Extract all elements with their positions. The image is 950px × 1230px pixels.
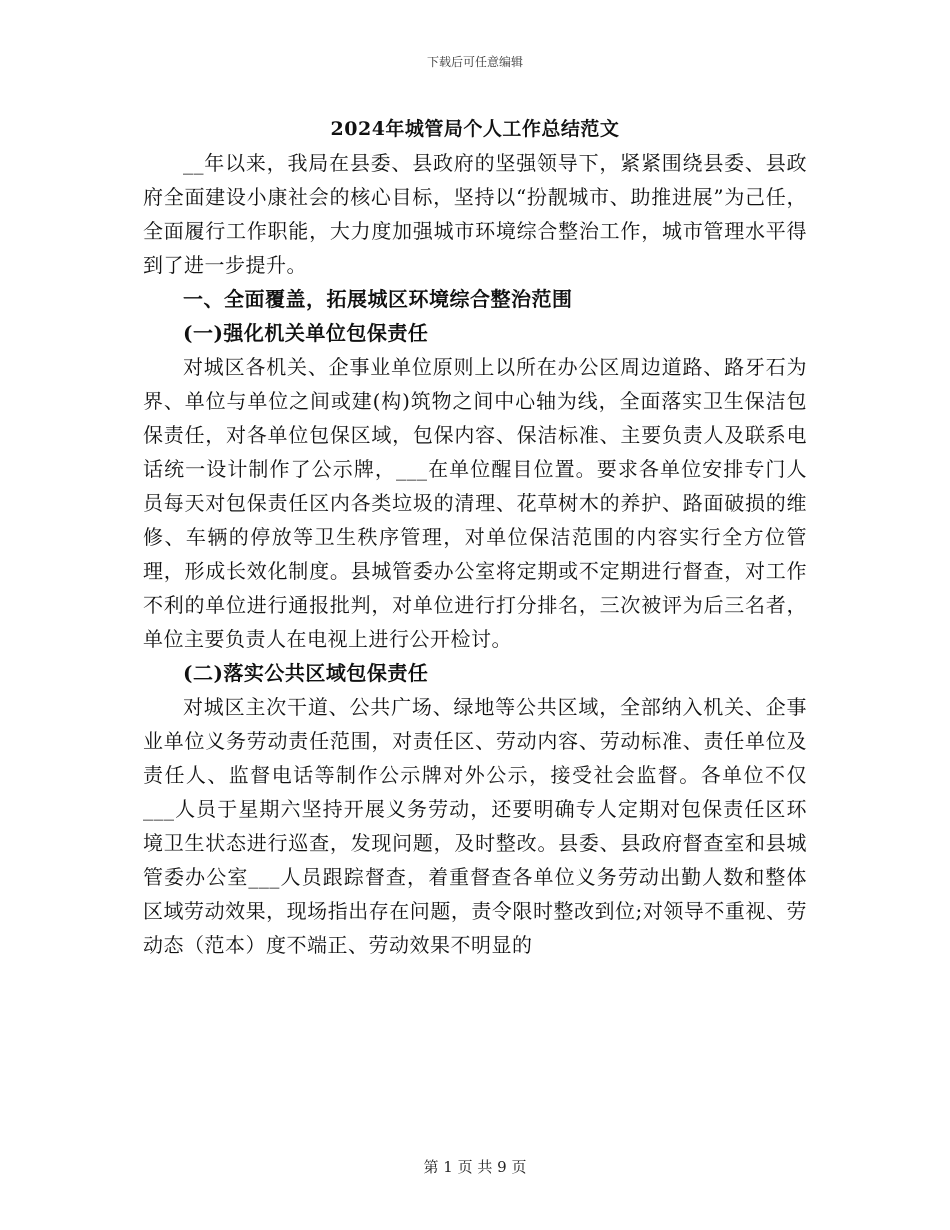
intro-paragraph: __年以来，我局在县委、县政府的坚强领导下，紧紧围绕县委、县政府全面建设小康社会的核心目标，坚持以“扮靓城市、助推进展”为己任，全面履行工作职能，大力度加强城市环境综合整治工作，城市管理水平得到了进一步提升。 (143, 151, 807, 277)
subsection-paragraph-1: 对城区各机关、企事业单位原则上以所在办公区周边道路、路牙石为界、单位与单位之间或建(构)筑物之间中心轴为线，全面落实卫生保洁包保责任，对各单位包保区域，包保内容、保洁标准、主要负责人及联系电话统一设计制作了公示牌，___在单位醒目位置。要求各单位安排专门人员每天对包保责任区内各类垃圾的清理、花草树木的养护、路面破损的维修、车辆的停放等卫生秩序管理，对单位保洁范围的内容实行全方位管理，形成长效化制度。县城管委办公室将定期或不定期进行督查，对工作不利的单位进行通报批判，对单位进行打分排名，三次被评为后三名者，单位主要负责人在电视上进行公开检讨。 (143, 355, 807, 651)
subsection-heading-2: (二)落实公共区域包保责任 (183, 661, 429, 685)
page-footer: 第 1 页 共 9 页 (423, 1158, 527, 1176)
document-body (143, 112, 807, 962)
document-title: 2024年城管局个人工作总结范文 (330, 118, 620, 140)
subsection-heading-1: (一)强化机关单位包保责任 (183, 321, 429, 345)
section-heading-1: 一、全面覆盖，拓展城区环境综合整治范围 (183, 287, 573, 311)
subsection-paragraph-2: 对城区主次干道、公共广场、绿地等公共区域，全部纳入机关、企事业单位义务劳动责任范围，对责任区、劳动内容、劳动标准、责任单位及责任人、监督电话等制作公示牌对外公示，接受社会监督。各单位不仅___人员于星期六坚持开展义务劳动，还要明确专人定期对包保责任区环境卫生状态进行巡查，发现问题，及时整改。县委、县政府督查室和县城管委办公室___人员跟踪督查，着重督查各单位义务劳动出勤人数和整体区域劳动效果，现场指出存在问题，责令限时整改到位;对领导不重视、劳动态（范本）度不端正、劳动效果不明显的 (143, 695, 807, 957)
page-header: 下载后可任意编辑 (426, 55, 523, 69)
